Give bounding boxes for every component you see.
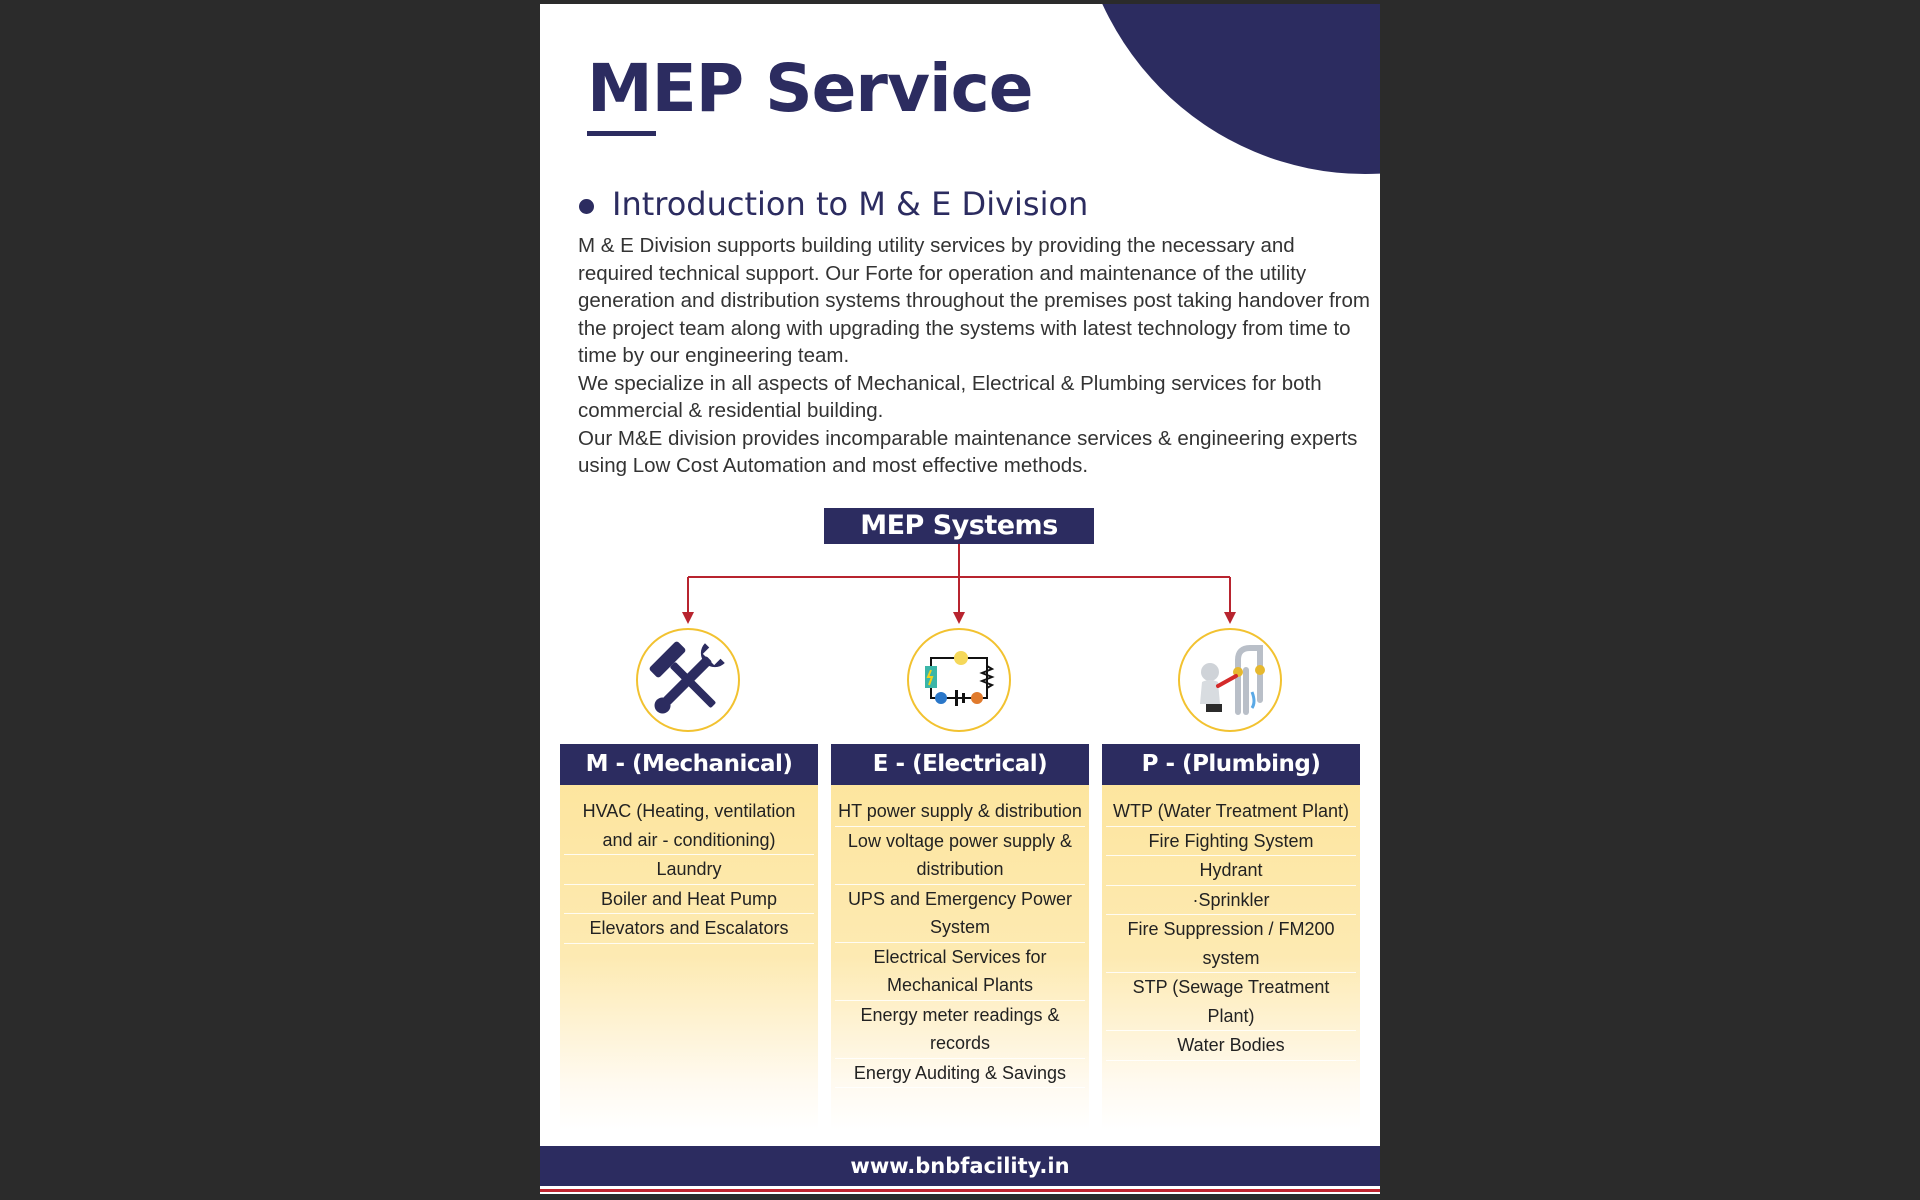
column-header: E - (Electrical) — [831, 744, 1089, 785]
list-item: Water Bodies — [1106, 1031, 1356, 1061]
list-item: HT power supply & distribution — [835, 797, 1085, 827]
column-header: P - (Plumbing) — [1102, 744, 1360, 785]
list-item: Fire Suppression / FM200 system — [1106, 915, 1356, 973]
list-item: HVAC (Heating, ventilation and air - conditioning) — [564, 797, 814, 855]
tools-icon — [636, 628, 740, 732]
systems-title: MEP Systems — [824, 508, 1094, 544]
column-header: M - (Mechanical) — [560, 744, 818, 785]
bullet-icon — [579, 199, 594, 214]
list-item: WTP (Water Treatment Plant) — [1106, 797, 1356, 827]
list-item: Energy Auditing & Savings — [835, 1059, 1085, 1089]
list-item: Elevators and Escalators — [564, 914, 814, 944]
mechanical-list — [560, 785, 818, 944]
document-page — [540, 4, 1380, 1194]
list-item: Low voltage power supply & distribution — [835, 827, 1085, 885]
page-title: MEP Service — [587, 50, 1033, 127]
intro-heading: Introduction to M & E Division — [612, 185, 1089, 223]
footer-url[interactable]: www.bnbfacility.in — [540, 1146, 1380, 1190]
list-item: Boiler and Heat Pump — [564, 885, 814, 915]
electrical-list — [831, 785, 1089, 1088]
plumbing-list — [1102, 785, 1360, 1061]
list-item: UPS and Emergency Power System — [835, 885, 1085, 943]
list-item: ·Sprinkler — [1106, 886, 1356, 916]
list-item: Hydrant — [1106, 856, 1356, 886]
electrical-column — [831, 744, 1089, 1130]
list-item: Energy meter readings & records — [835, 1001, 1085, 1059]
title-underline — [587, 131, 656, 136]
corner-decoration — [1075, 4, 1380, 174]
mechanical-column — [560, 744, 818, 1130]
intro-paragraph: Our M&E division provides incomparable maintenance services & engineering experts using Low Cost Automation and most effective methods. — [578, 426, 1358, 477]
list-item: Fire Fighting System — [1106, 827, 1356, 857]
intro-paragraph: We specialize in all aspects of Mechanical, Electrical & Plumbing services for both commercial & residential building. — [578, 371, 1322, 422]
footer-stripe — [540, 1189, 1380, 1192]
list-item: Laundry — [564, 855, 814, 885]
intro-paragraph: M & E Division supports building utility services by providing the necessary and required technical support. Our Forte for operation and maintenance of the utility generation and distribution systems throughout the premises post taking handover from the project team along with upgrading the systems with latest technology from time to time by our engineering team. — [578, 234, 1370, 367]
list-item: Electrical Services for Mechanical Plants — [835, 943, 1085, 1001]
circuit-icon — [907, 628, 1011, 732]
list-item: STP (Sewage Treatment Plant) — [1106, 973, 1356, 1031]
plumbing-column — [1102, 744, 1360, 1130]
plumber-icon — [1178, 628, 1282, 732]
intro-body — [578, 232, 1373, 480]
